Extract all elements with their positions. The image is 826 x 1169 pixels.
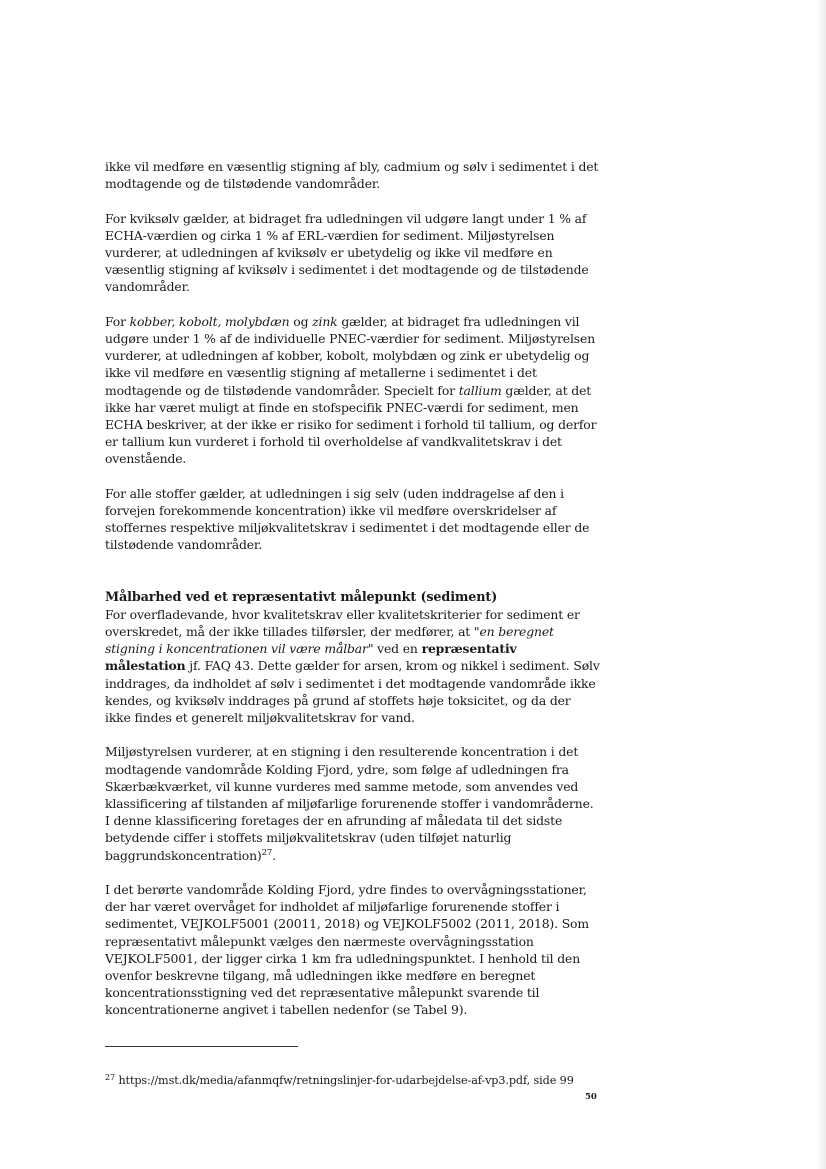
page-number: 50 [585,1092,597,1102]
quote-italic: en beregnet stigning i koncentrationen vil være målbar [105,624,554,657]
bold-term: repræsentativ målestation [105,641,517,674]
zink-italic: zink [312,313,338,329]
tallium-italic: tallium [458,382,502,398]
paragraph-4: For alle stoffer gælder, at udledningen i sig selv (uden inddragelse af den i forvejen forekommende koncentration) ikke vil medføre overskridelser af stoffernes respektive miljøkvalitetskrav i sedimentet i det modtagende eller de tilstødende vandområder. [105,485,590,553]
metals-italic: kobber, kobolt, molybdæn [129,313,290,329]
footnote-reference[interactable]: 27 [261,847,273,858]
section-heading: Målbarhed ved et repræsentativt målepunkt (sediment) [105,589,498,605]
paragraph-1: ikke vil medføre en væsentlig stigning af bly, cadmium og sølv i sedimentet i det modtagende og de tilstødende vandområder. [105,159,599,192]
paragraph-3: For kobber, kobolt, molybdæn og zink gælder, at bidraget fra udledningen vil udgøre under 1 % af de individuelle PNEC-værdier for sediment. Miljøstyrelsen vurderer, at udledningen af kobber, kobolt, molybdæn og zink er ubetydelig og ikke vil medføre en væsentlig stigning af metallerne i sedimentet i det modtagende og de tilstødende vandområder. Specielt for tallium gælder, at det ikke har været muligt at finde en stofspecifik PNEC-værdi for sediment, men ECHA beskriver, at der ikke er risiko for sediment i forhold til tallium, og derfor er tallium kun vurderet i forhold til overholdelse af vandkvalitetskrav i det ovenstående. [105,313,597,467]
paragraph-6: Miljøstyrelsen vurderer, at en stigning i den resulterende koncentration i det modtagende vandområde Kolding Fjord, ydre, som følge af udledningen fra Skærbækværket, vil kunne vurderes med samme metode, som anvendes ved klassificering af tilstanden af miljøfarlige forurenende stoffer i vandområderne. I denne klassificering foretages der en afrunding af måledata til det sidste betydende ciffer i stoffets miljøkvalitetskrav (uden tilføjet naturlig baggrundskoncentration)$^{27}$. [105,744,594,863]
body-text [105,158,600,1036]
footnote-link[interactable]: https://mst.dk/media/afanmqfw/retningslinjer-for-udarbejdelse-af-vp3.pdf, side 99 [118,1074,574,1087]
paragraph-5: For overfladevande, hvor kvalitetskrav eller kvalitetskriterier for sediment er overskredet, må der ikke tillades tilførsler, der medfører, at "en beregnet stigning i koncentrationen vil være målbar" ved en repræsentativ målestation jf. FAQ 43. Dette gælder for arsen, krom og nikkel i sediment. Sølv inddrages, da indholdet af sølv i sedimentet i det modtagende vandområde ikke kendes, og kviksølv inddrages på grund af stoffets høje toksicitet, og da der ikke findes et generelt miljøkvalitetskrav for vand. [105,606,600,726]
paragraph-2: For kviksølv gælder, at bidraget fra udledningen vil udgøre langt under 1 % af ECHA-værdien og cirka 1 % af ERL-værdien for sediment. Miljøstyrelsen vurderer, at udledningen af kviksølv er ubetydelig og ikke vil medføre en væsentlig stigning af kviksølv i sedimentet i det modtagende og de tilstødende vandområder. [105,210,589,295]
paragraph-7: I det berørte vandområde Kolding Fjord, ydre findes to overvågningsstationer, der har været overvåget for indholdet af miljøfarlige forurenende stoffer i sedimentet, VEJKOLF5001 (20011, 2018) og VEJKOLF5002 (2011, 2018). Som repræsentativt målepunkt vælges den nærmeste overvågningsstation VEJKOLF5001, der ligger cirka 1 km fra udledningspunktet. I henhold til den ovenfor beskrevne tilgang, må udledningen ikke medføre en beregnet koncentrationsstigning ved det repræsentative målepunkt svarende til koncentrationerne angivet i tabellen nedenfor (se Tabel 9). [105,882,589,1018]
footnote-number: 27 [105,1073,115,1082]
footnote-divider [105,1046,298,1047]
footnote [105,1074,625,1088]
scan-edge-shadow [816,0,826,1169]
